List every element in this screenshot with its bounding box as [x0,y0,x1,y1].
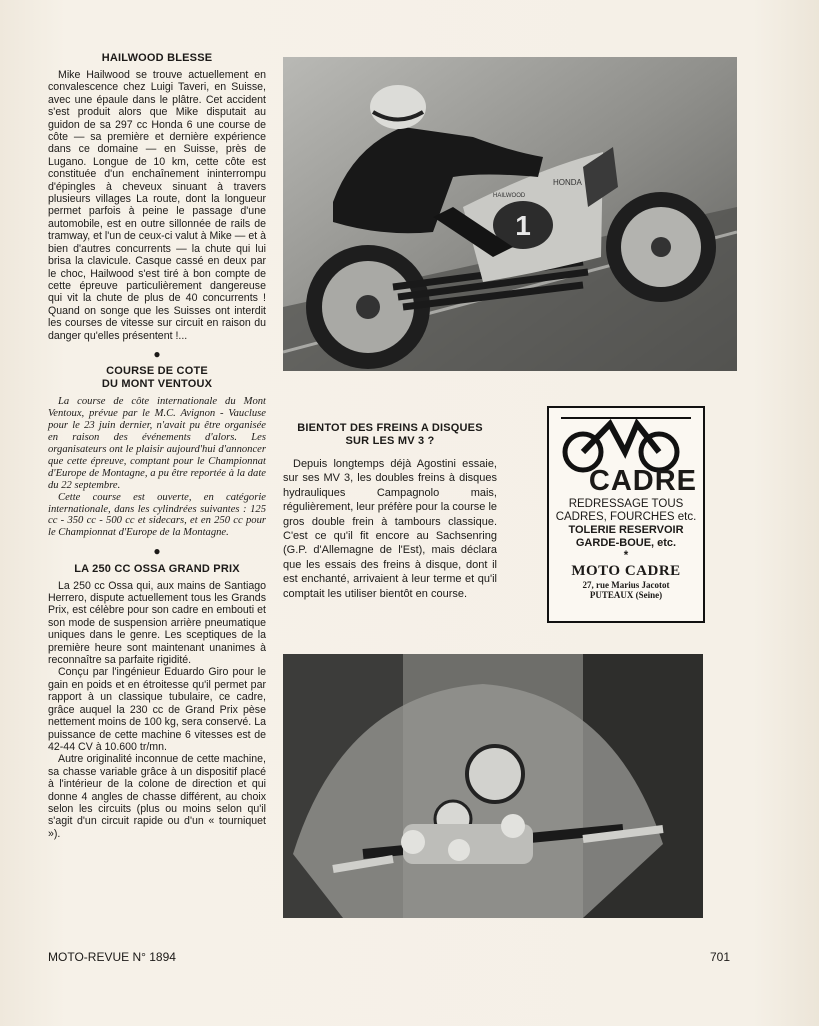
hailwood-headline: HAILWOOD BLESSE [101,52,213,64]
ossa-article-p2: Conçu par l'ingénieur Eduardo Giro pour le gain en poids et en étroitesse qu'il permet par rapport à un classique tubulaire, ce cadre, grâce auquel la 230 cc de Grand Prix pèse nettement moins de 100 kg, sera conservé. La puissance de cette machine 6 vitesses est de 42-44 CV à 10.600 tr/mn. [48,666,266,753]
cockpit-illustration [283,654,703,918]
ad-line-3: TOLERIE RESERVOIR [568,524,684,536]
ad-line-2: CADRES, FOURCHES etc. [555,511,697,523]
ventoux-headline-2: DU MONT VENTOUX [101,378,213,391]
ventoux-headline-1: COURSE DE COTE [106,365,208,378]
ventoux-article-p1: La course de côte internationale du Mont Ventoux, prévue par le M.C. Avignon - Vaucluse pour le 23 juin dernier, n'avait pu être organisée en raison des événements d'alors. Les organisateurs ont le plaisir aujourd'hui d'annoncer que cette épreuve, comptant pour le Championnat d'Europe de Montagne, a pu être reportée à la date du 22 septembre. [48,396,266,491]
ossa-article-p1: La 250 cc Ossa qui, aux mains de Santiago Herrero, dispute actuellement tous les Grands Prix, est célèbre pour son cadre en embouti et son mode de suspension arrière pneumatique uniques dans le genre. Les sceptiques de la première heure sont maintenant unanimes à reconnaître sa parfaite rigidité. [48,579,266,667]
ad-brand: MOTO CADRE [571,563,681,579]
ad-logo-block [555,414,697,498]
motorcycle-racing-illustration [283,57,737,371]
separator-bullet: ● [153,544,161,559]
hailwood-article: Mike Hailwood se trouve actuellement en convalescence chez Luigi Taveri, en Suisse, avec une épaule dans le plâtre. Cet accident s'est produit alors que Mike disputait au guidon de sa 297 cc Honda 6 une course de côte — sa première et dernière expérience dans ce domaine — en Suisse, près de Lugano. Longue de 10 km, cette côte est constituée d'un enchaînement ininterrompu d'épingles à cheveux sinuant à travers plusieurs villages La route, dont la longueur permet parfois à peine le passage d'une automobile, est en outre sillonnée de rails de tramway, et l'un de ceux-ci valut à Mike — et à bien d'autres concurrents — la chute qui lui brisa la clavicule. Casque cassé en deux par le choc, Hailwood s'est tiré à bon compte de cette épreuve particulièrement dangereuse qui vit la chute de plus de 40 concurrents ! Quand on songe que les Suisses ont interdit les courses de vitesse sur circuit en raison du danger qu'elles présentent !... [48,69,266,342]
photo-mv3-cockpit [283,654,703,918]
ventoux-article-p2: Cette course est ouverte, en catégorie internationale, dans les cylindrées suivantes : 125 cc - 350 cc - 500 cc et sidecars, et en 250 cc pour le Championnat d'Europe de la Montagne. [48,491,266,539]
middle-column [283,422,497,601]
footer-page-number: 701 [710,950,731,964]
ad-address-1: 27, rue Marius Jacotot [582,580,670,590]
fairing-label: HAILWOOD [493,193,526,199]
mv3-headline-2: SUR LES MV 3 ? [345,435,435,447]
separator-bullet: ● [153,346,161,361]
race-number: 1 [515,210,531,241]
ossa-article-p3: Autre originalité inconnue de cette machine, sa chasse variable grâce à un dispositif placé à l'intérieur de la colone de direction et qui donne 4 angles de chasse différent, au choix selon les circuits (plus ou moins selon qu'il s'agit d'un circuit rapide ou d'un « tourniquet »). [48,753,266,840]
moto-cadre-advertisement [547,406,705,623]
mv3-headline-1: BIENTOT DES FREINS A DISQUES [297,422,483,434]
ossa-headline: LA 250 CC OSSA GRAND PRIX [74,562,240,575]
ad-logo-text: CADRE [588,465,697,497]
footer-publication: MOTO-REVUE N° 1894 [48,950,176,964]
tank-logo: HONDA [553,178,582,187]
ad-line-1: REDRESSAGE TOUS [568,498,684,510]
ad-star: * [623,550,629,562]
ad-line-4: GARDE-BOUE, etc. [575,537,677,549]
photo-hailwood-honda [283,57,737,371]
left-column [48,52,266,840]
ad-address-2: PUTEAUX (Seine) [589,590,663,600]
mv3-article: Depuis longtemps déjà Agostini essaie, sur ses MV 3, les doubles freins à disques hydrauliques Campagnolo mais, régulièrement, leur préfère pour la course le gros double frein à tambours classique. C'est ce qu'il fit encore au Sachsenring (G.P. d'Allemagne de l'Est), mais déclara que les essais des freins à disque, dont il est enchanté, arrivaient à leur terme et qu'il comptait les utiliser bientôt en course. [283,458,498,600]
